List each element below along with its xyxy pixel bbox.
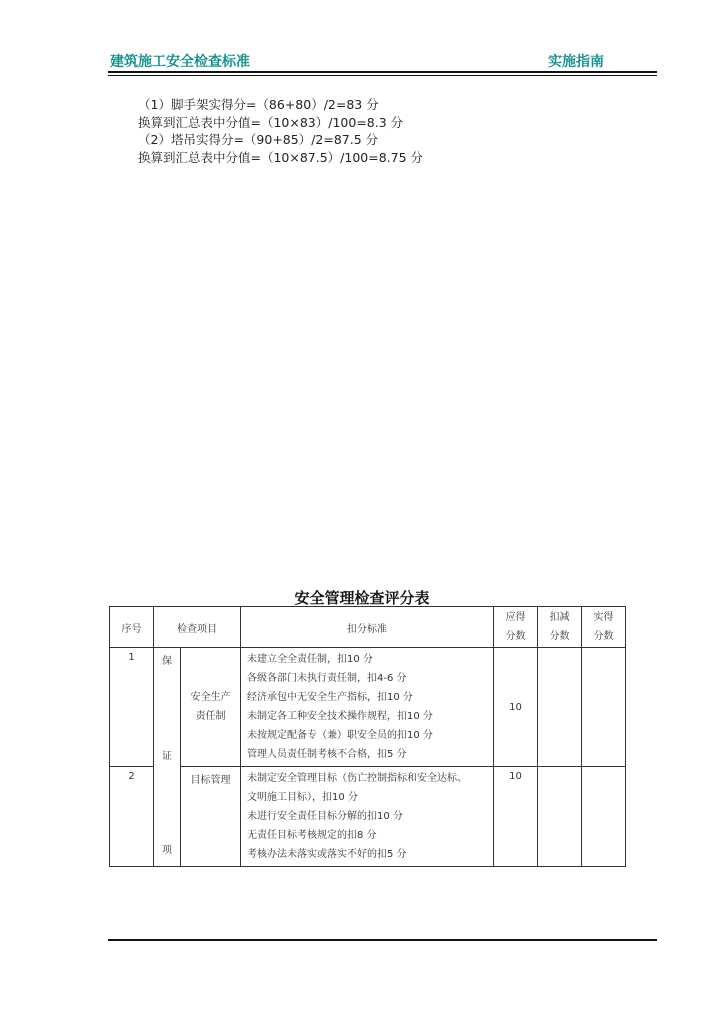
standard-line: 经济承包中无安全生产指标，扣10 分 xyxy=(247,692,413,703)
header-title-right: 实施指南 xyxy=(548,54,604,70)
row-item-line2: 责任制 xyxy=(195,711,226,722)
standard-line: 未按规定配备专（兼）职安全员的扣10 分 xyxy=(247,730,433,741)
calc-line: （1）脚手架实得分=（86+80）/2=83 分 xyxy=(138,97,379,112)
row-item-line1: 安全生产 xyxy=(190,692,231,703)
header-actual xyxy=(582,607,626,648)
header-rule-thin xyxy=(108,75,657,76)
header-actual-line2: 分数 xyxy=(593,631,614,642)
row-actual xyxy=(582,648,626,767)
standard-line: 未建立全全责任制，扣10 分 xyxy=(247,654,373,665)
standard-line: 管理人员责任制考核不合格，扣5 分 xyxy=(247,749,407,760)
header-title-left: 建筑施工安全检查标准 xyxy=(110,54,250,70)
standard-line: 文明施工目标），扣10 分 xyxy=(247,792,358,803)
score-table xyxy=(109,606,626,867)
category-char: 证 xyxy=(162,751,172,762)
header-item: 检查项目 xyxy=(154,607,241,648)
header-deduct-line2: 分数 xyxy=(549,631,570,642)
standard-line: 各级各部门未执行责任制，扣4-6 分 xyxy=(247,673,407,684)
row-deduct xyxy=(538,767,582,867)
category-char: 保 xyxy=(162,656,172,667)
table-row xyxy=(110,767,626,867)
row-due: 10 xyxy=(494,648,538,767)
footer-rule xyxy=(108,939,657,941)
table-row xyxy=(110,648,626,767)
row-standard xyxy=(241,648,494,767)
header-actual-line1: 实得 xyxy=(593,612,614,623)
row-seq: 2 xyxy=(110,767,154,867)
header-due-line1: 应得 xyxy=(505,612,526,623)
header-due xyxy=(494,607,538,648)
header-deduct xyxy=(538,607,582,648)
header-seq: 序号 xyxy=(110,607,154,648)
row-standard xyxy=(241,767,494,867)
row-seq: 1 xyxy=(110,648,154,767)
standard-line: 未制定各工种安全技术操作规程，扣10 分 xyxy=(247,711,433,722)
table-header-row xyxy=(110,607,626,648)
calc-line: 换算到汇总表中分值=（10×83）/100=8.3 分 xyxy=(138,114,404,130)
header-standard: 扣分标准 xyxy=(241,607,494,648)
row-item: 目标管理 xyxy=(181,767,241,867)
standard-line: 无责任目标考核规定的扣8 分 xyxy=(247,830,377,841)
calc-line: 换算到汇总表中分值=（10×87.5）/100=8.75 分 xyxy=(138,149,424,165)
standard-line: 未制定安全管理目标（伤亡控制指标和安全达标、 xyxy=(247,773,467,784)
calc-line: （2）塔吊实得分=（90+85）/2=87.5 分 xyxy=(138,132,379,147)
row-actual xyxy=(582,767,626,867)
category-char: 项 xyxy=(162,845,172,856)
header-deduct-line1: 扣减 xyxy=(549,612,570,623)
standard-line: 考核办法未落实或落实不好的扣5 分 xyxy=(247,849,407,860)
standard-line: 未进行安全责任目标分解的扣10 分 xyxy=(247,811,403,822)
category-cell xyxy=(154,648,181,867)
calculation-block xyxy=(138,96,423,166)
header-rule-thick xyxy=(108,71,657,73)
row-due: 10 xyxy=(494,767,538,867)
table-title: 安全管理检查评分表 xyxy=(294,589,430,607)
row-deduct xyxy=(538,648,582,767)
row-item xyxy=(181,648,241,767)
header-due-line2: 分数 xyxy=(505,631,526,642)
